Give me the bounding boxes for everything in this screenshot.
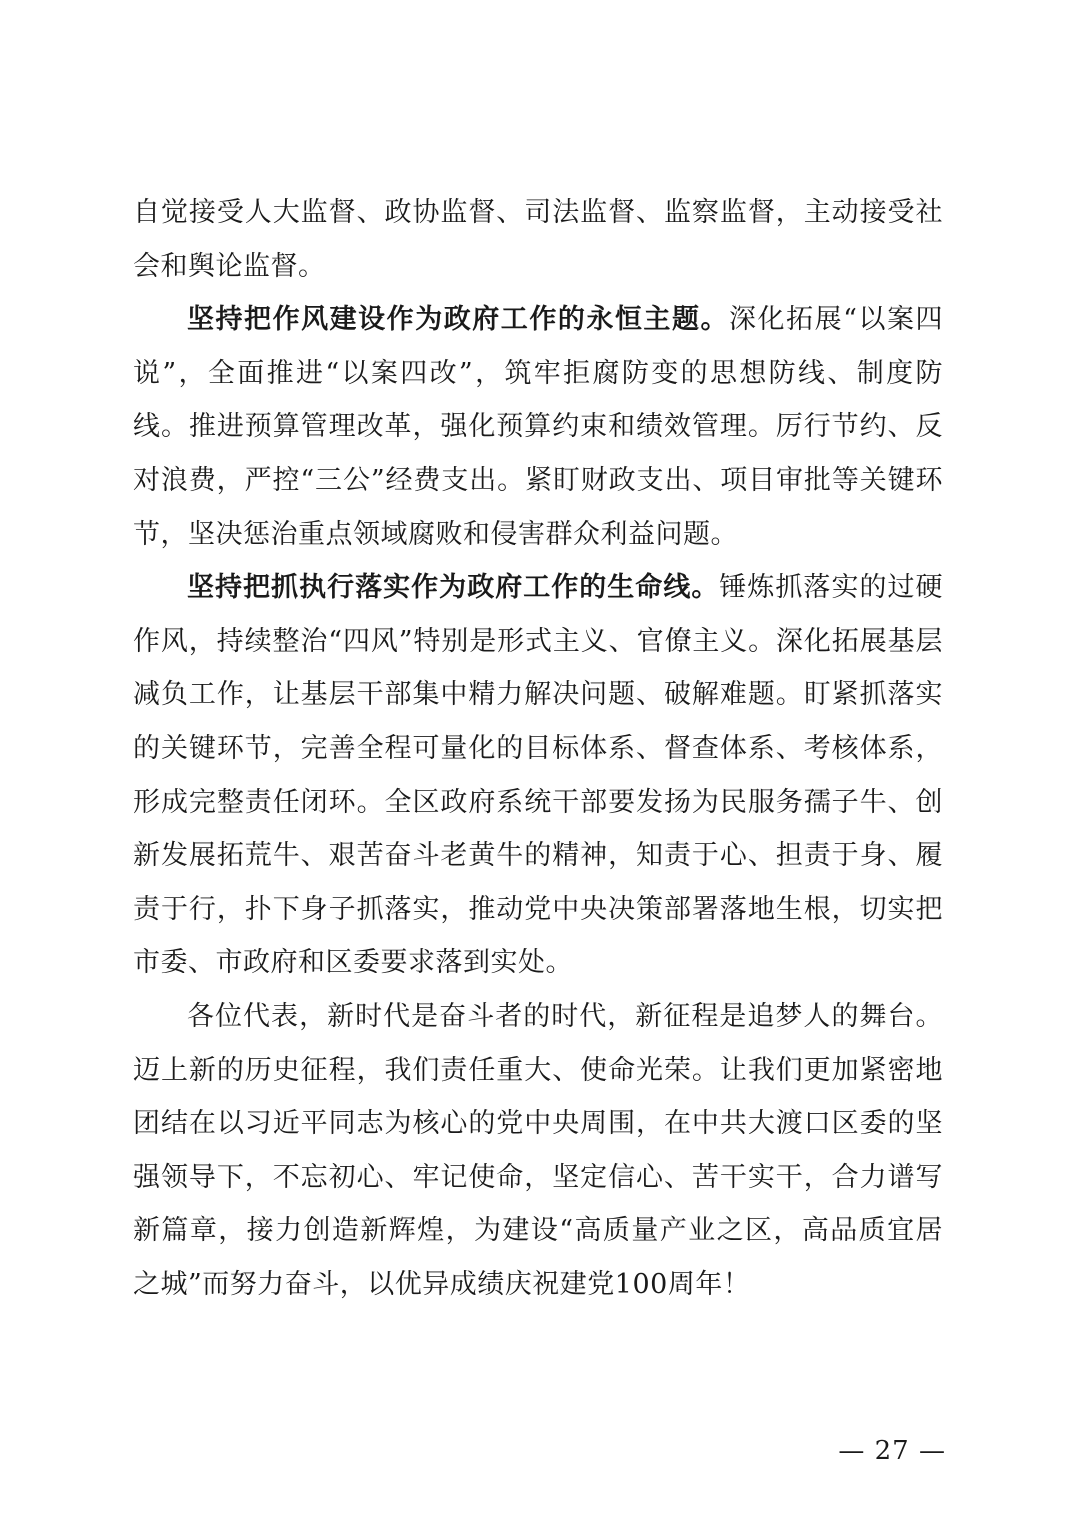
- page-number: — 27 —: [838, 1436, 946, 1466]
- paragraph-work-style: [133, 293, 943, 561]
- paragraph-supervision: [133, 186, 943, 293]
- paragraph-closing: [133, 990, 943, 1312]
- paragraph-text: 各位代表，新时代是奋斗者的时代，新征程是追梦人的舞台。迈上新的历史征程，我们责任重大、使命光荣。让我们更加紧密地团结在以习近平同志为核心的党中央周围，在中共大渡口区委的坚强领导下，不忘初心、牢记使命，坚定信心、苦干实干，合力谱写新篇章，接力创造新辉煌，为建设“高质量产业之区，高品质宜居之城”而努力奋斗，以优异成绩庆祝建党100周年！: [133, 1000, 943, 1300]
- paragraph-text: 自觉接受人大监督、政协监督、司法监督、监察监督，主动接受社会和舆论监督。: [133, 197, 943, 282]
- paragraph-lead: 坚持把作风建设作为政府工作的永恒主题。: [187, 304, 730, 336]
- document-body: [133, 186, 943, 1311]
- paragraph-text: 锤炼抓落实的过硬作风，持续整治“四风”特别是形式主义、官僚主义。深化拓展基层减负工作，让基层干部集中精力解决问题、破解难题。盯紧抓落实的关键环节，完善全程可量化的目标体系、督查体系、考核体系，形成完整责任闭环。全区政府系统干部要发扬为民服务孺子牛、创新发展拓荒牛、艰苦奋斗老黄牛的精神，知责于心、担责于身、履责于行，扑下身子抓落实，推动党中央决策部署落地生根，切实把市委、市政府和区委要求落到实处。: [133, 572, 944, 979]
- paragraph-text: 深化拓展“以案四说”，全面推进“以案四改”，筑牢拒腐防变的思想防线、制度防线。推进预算管理改革，强化预算约束和绩效管理。厉行节约、反对浪费，严控“三公”经费支出。紧盯财政支出、项目审批等关键环节，坚决惩治重点领域腐败和侵害群众利益问题。: [133, 304, 944, 550]
- paragraph-execution: [133, 561, 943, 990]
- paragraph-lead: 坚持把抓执行落实作为政府工作的生命线。: [187, 572, 720, 604]
